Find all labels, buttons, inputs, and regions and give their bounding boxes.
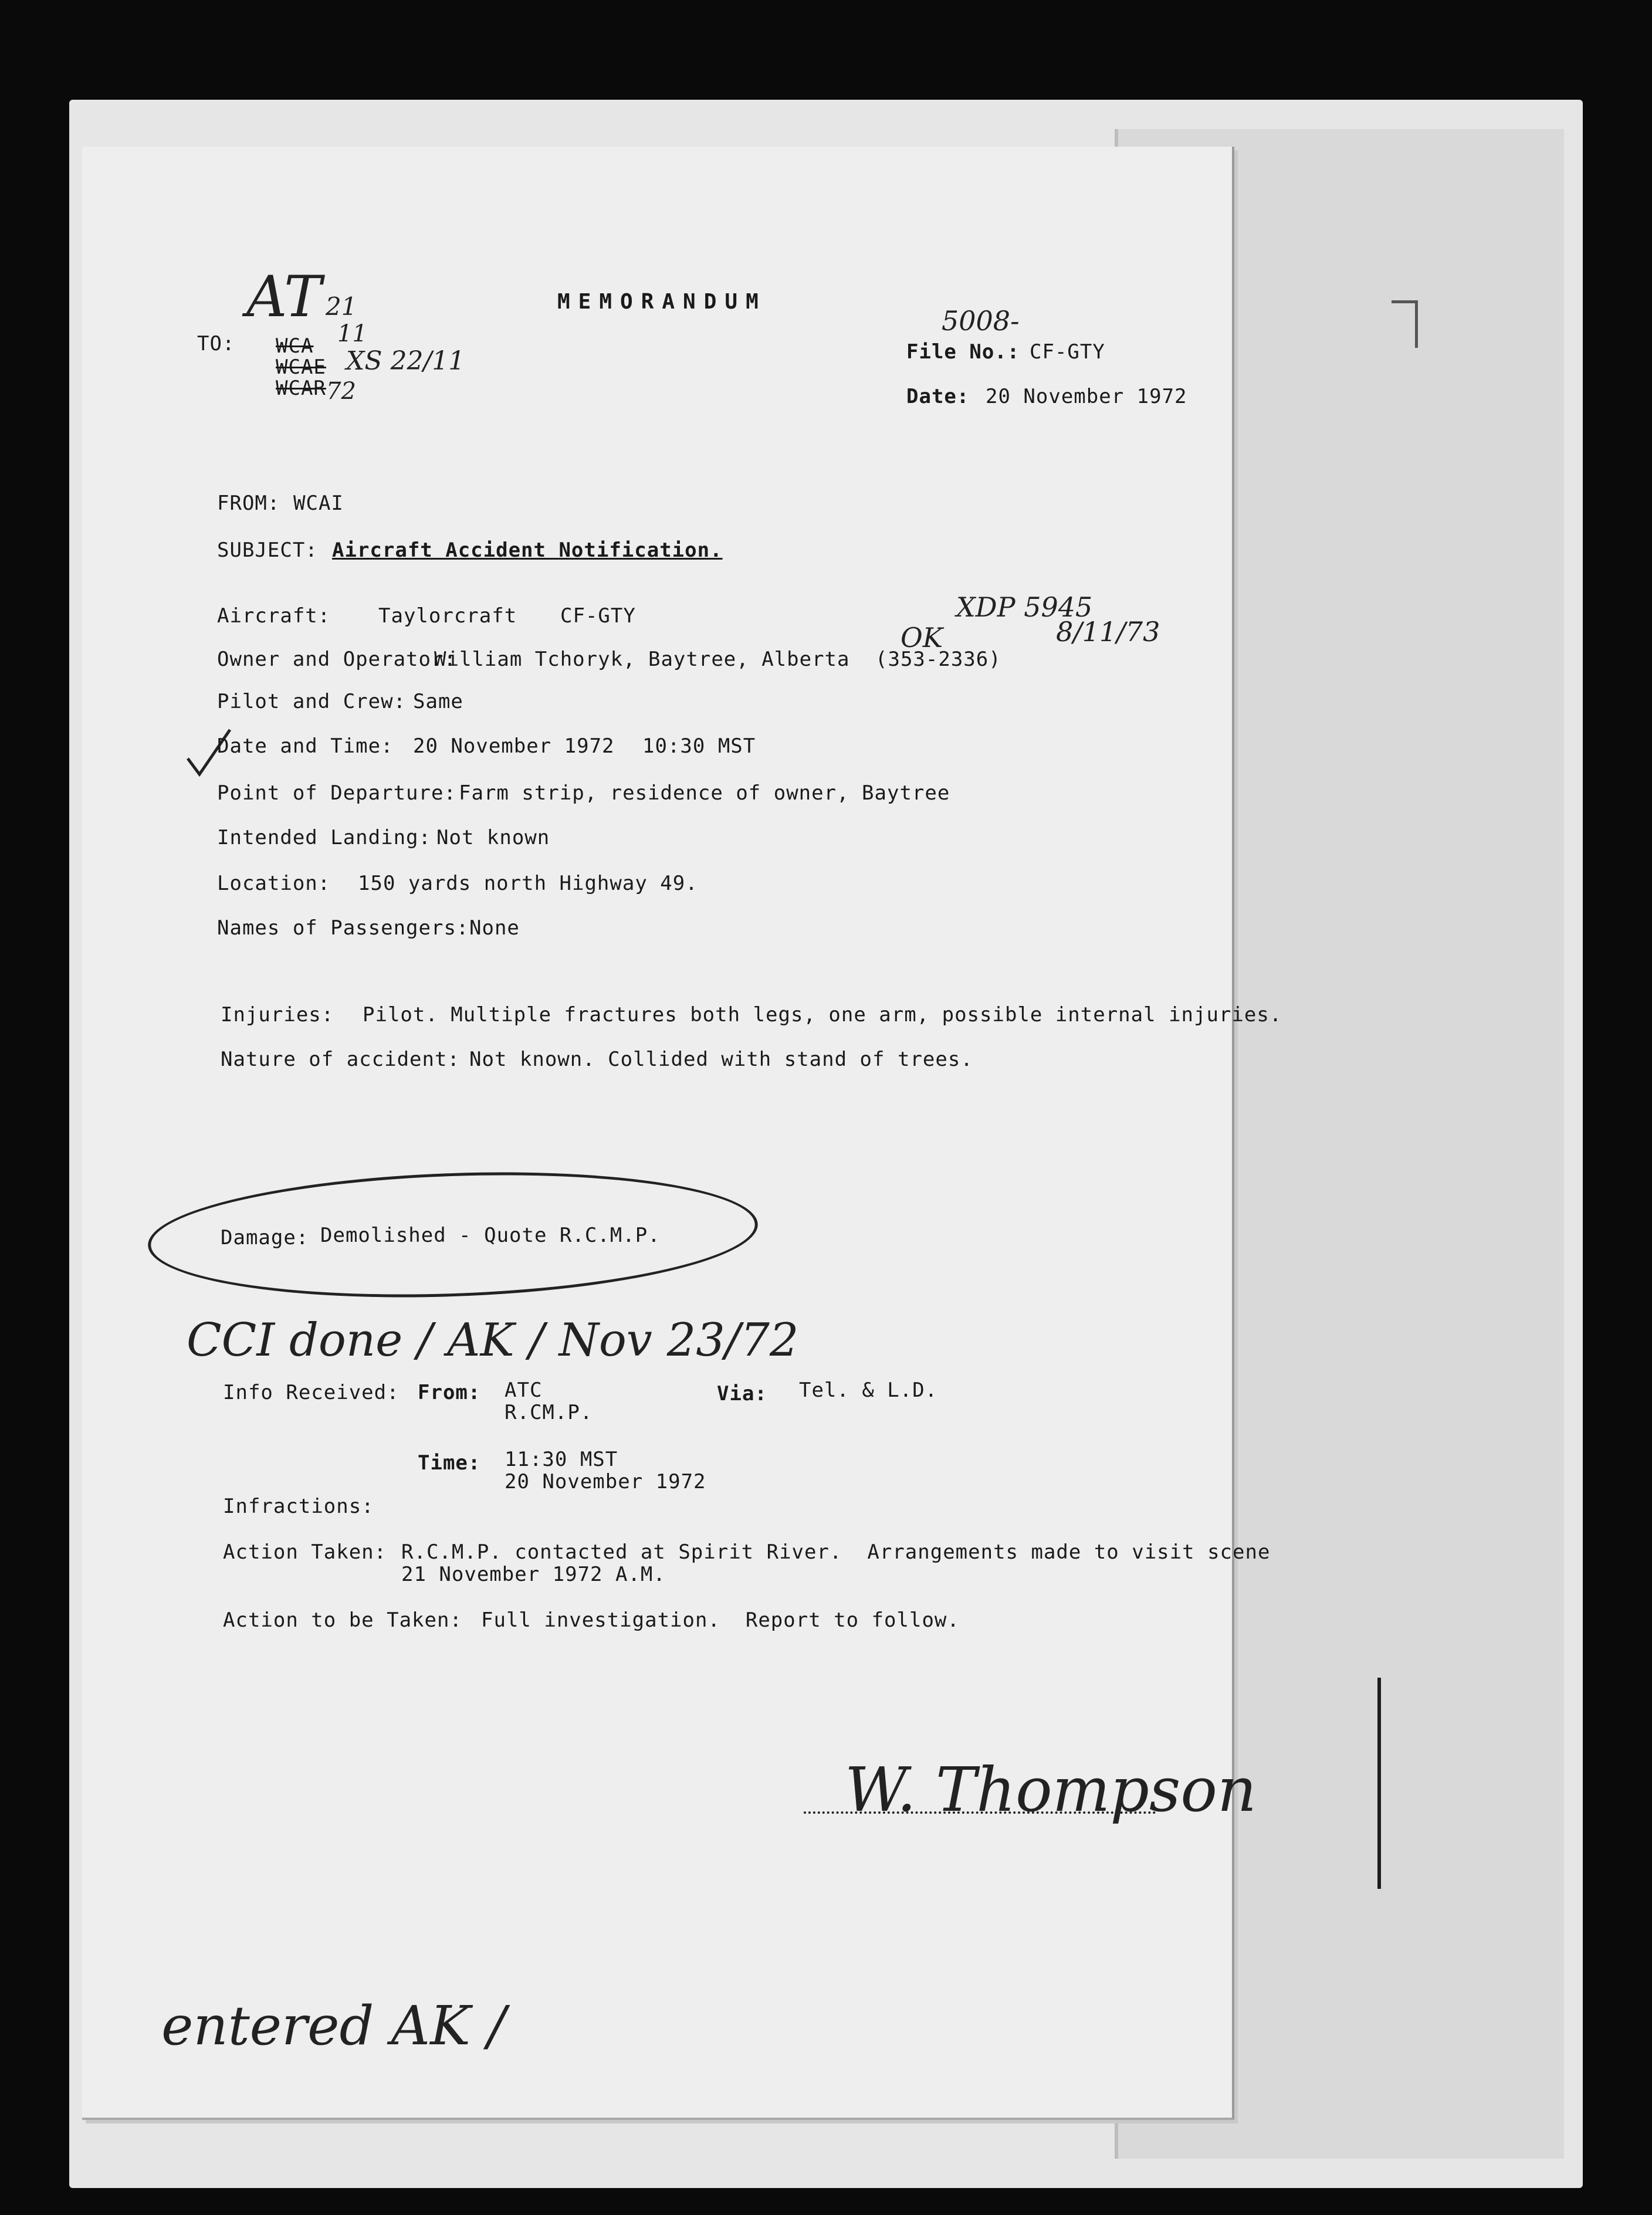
from-label: FROM: [217, 492, 280, 515]
handwritten-xdp-note: XDP 5945 [956, 591, 1093, 623]
action-taken-label: Action Taken: [223, 1540, 387, 1564]
departure-value: Farm strip, residence of owner, Baytree [459, 781, 950, 805]
nature-label: Nature of accident: [221, 1048, 460, 1071]
memo-title: MEMORANDUM [557, 290, 767, 314]
nature-value: Not known. Collided with stand of trees. [469, 1048, 973, 1071]
info-time-label: Time: [418, 1451, 481, 1475]
margin-line [1377, 1678, 1381, 1889]
pilot-value: Same [413, 690, 463, 713]
date-label: Date: [906, 385, 970, 408]
damage-label: Damage: [221, 1226, 309, 1249]
handwritten-file-prefix: 5008- [942, 305, 1020, 337]
aircraft-registration: CF-GTY [560, 604, 636, 628]
signature: W. Thompson [845, 1754, 1257, 1825]
landing-label: Intended Landing: [217, 826, 431, 849]
handwritten-routing-21: 21 [326, 292, 357, 321]
handwritten-wcar-note: 72 [326, 378, 356, 405]
bracket-mark [1392, 300, 1418, 348]
date-value: 20 November 1972 [986, 385, 1187, 408]
subject-label: SUBJECT: [217, 538, 318, 562]
datetime-date: 20 November 1972 [413, 734, 615, 758]
from-value: WCAI [293, 492, 344, 515]
handwritten-wcae-note: XS 22/11 [346, 346, 465, 376]
handwritten-ok-note: OK [901, 622, 943, 653]
info-from-line-2: R.CM.P. [505, 1401, 593, 1424]
injuries-value: Pilot. Multiple fractures both legs, one arm, possible internal injuries. [363, 1003, 1282, 1027]
damage-value: Demolished - Quote R.C.M.P. [320, 1224, 661, 1247]
file-no-label: File No.: [906, 340, 1020, 364]
action-to-be-value: Full investigation. Report to follow. [481, 1608, 960, 1632]
to-label: TO: [197, 332, 235, 355]
action-taken-line-2: 21 November 1972 A.M. [401, 1563, 666, 1586]
datetime-label: Date and Time: [217, 734, 394, 758]
location-label: Location: [217, 872, 331, 895]
owner-phone: (353-2336) [875, 648, 1001, 671]
info-via-value: Tel. & L.D. [799, 1379, 938, 1402]
handwritten-entered-note: entered AK / [161, 1994, 506, 2057]
file-no-value: CF-GTY [1030, 340, 1105, 364]
aircraft-type: Taylorcraft [378, 604, 517, 628]
injuries-label: Injuries: [221, 1003, 334, 1027]
info-received-label: Info Received: [223, 1381, 400, 1404]
info-time-line-1: 11:30 MST [505, 1448, 618, 1471]
to-line-3: WCAR [276, 377, 326, 400]
location-value: 150 yards north Highway 49. [358, 872, 698, 895]
owner-value: William Tchoryk, Baytree, Alberta [434, 648, 850, 671]
owner-label: Owner and Operator: [217, 648, 456, 671]
handwritten-routing-initials: AT [246, 264, 322, 330]
passengers-label: Names of Passengers: [217, 916, 469, 940]
action-taken-line-1: R.C.M.P. contacted at Spirit River. Arrangements made to visit scene [401, 1540, 1271, 1564]
info-from-line-1: ATC [505, 1379, 543, 1402]
infractions-label: Infractions: [223, 1495, 374, 1518]
pilot-label: Pilot and Crew: [217, 690, 407, 713]
info-from-label: From: [418, 1381, 481, 1404]
to-line-1: WCA [276, 334, 314, 358]
passengers-value: None [469, 916, 520, 940]
departure-label: Point of Departure: [217, 781, 456, 805]
handwritten-xdp-date: 8/11/73 [1056, 616, 1160, 648]
aircraft-label: Aircraft: [217, 604, 331, 628]
action-to-be-label: Action to be Taken: [223, 1608, 462, 1632]
info-via-label: Via: [717, 1382, 767, 1405]
datetime-time: 10:30 MST [642, 734, 756, 758]
handwritten-cci-note: CCI done / AK / Nov 23/72 [187, 1314, 799, 1367]
landing-value: Not known [436, 826, 550, 849]
to-line-2: WCAE [276, 355, 326, 379]
handwritten-routing-11: 11 [337, 320, 367, 347]
info-time-line-2: 20 November 1972 [505, 1470, 706, 1493]
subject-value: Aircraft Accident Notification. [332, 538, 723, 562]
